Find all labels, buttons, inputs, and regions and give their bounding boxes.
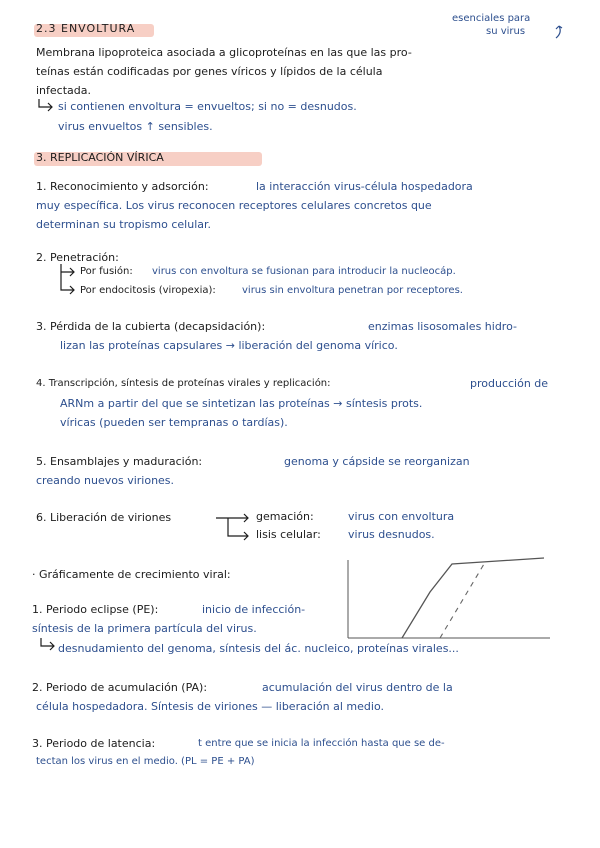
step-6-head: 6. Liberación de viriones <box>36 511 172 524</box>
step-4-head: 4. Transcripción, síntesis de proteínas virales y replicación: <box>36 378 331 389</box>
bracket-arrow-icon <box>38 637 58 653</box>
envoltura-bullet-2: virus envueltos ↑ sensibles. <box>58 120 213 133</box>
step-4-line: víricas (pueden ser tempranas o tardías). <box>60 416 288 429</box>
envoltura-bullet-1: si contienen envoltura = envueltos; si no = desnudos. <box>58 100 357 113</box>
step-4-line: producción de <box>470 377 549 390</box>
section-title-replicacion: 3. REPLICACIÓN VÍRICA <box>36 151 164 164</box>
step-5-line: genoma y cápside se reorganizan <box>284 455 470 468</box>
body-line: teínas están codificadas por genes víricos y lípidos de la célula <box>36 65 383 78</box>
acumulacion-line: acumulación del virus dentro de la <box>262 681 453 694</box>
eclipse-line: desnudamiento del genoma, síntesis del ác. nucleico, proteínas virales... <box>58 642 459 655</box>
side-note-line-2: su virus <box>486 26 526 37</box>
body-line: Membrana lipoproteica asociada a glicoproteínas en las que las pro- <box>36 46 412 59</box>
step-3-line: enzimas lisosomales hidro- <box>368 320 517 333</box>
release-lisis-text: virus desnudos. <box>348 528 435 541</box>
step-2-head: 2. Penetración: <box>36 251 119 264</box>
eclipse-line: síntesis de la primera partícula del virus. <box>32 622 257 635</box>
release-lisis-label: lisis celular: <box>256 528 321 541</box>
acumulacion-head: 2. Periodo de acumulación (PA): <box>32 681 208 694</box>
penetration-endocitosis-text: virus sin envoltura penetran por receptores. <box>242 285 463 296</box>
penetration-endocitosis-label: Por endocitosis (viropexia): <box>80 285 216 296</box>
step-3-head: 3. Pérdida de la cubierta (decapsidación): <box>36 320 266 333</box>
curved-arrow-icon <box>552 24 566 40</box>
latencia-head: 3. Periodo de latencia: <box>32 737 156 750</box>
step-5-head: 5. Ensamblajes y maduración: <box>36 455 203 468</box>
branch-arrow-icon <box>214 510 254 544</box>
step-4-line: ARNm a partir del que se sintetizan las proteínas → síntesis prots. <box>60 397 423 410</box>
penetration-fusion-label: Por fusión: <box>80 266 133 277</box>
section-title-envoltura: 2.3 ENVOLTURA <box>36 22 136 35</box>
step-3-line: lizan las proteínas capsulares → liberación del genoma vírico. <box>60 339 398 352</box>
eclipse-line: inicio de infección- <box>202 603 306 616</box>
acumulacion-line: célula hospedadora. Síntesis de viriones — liberación al medio. <box>36 700 384 713</box>
growth-title: · Gráficamente de crecimiento viral: <box>32 568 231 581</box>
step-1-head: 1. Reconocimiento y adsorción: <box>36 180 209 193</box>
bracket-arrow-icon <box>36 97 56 135</box>
penetration-fusion-text: virus con envoltura se fusionan para introducir la nucleocáp. <box>152 266 456 277</box>
step-1-line: la interacción virus-célula hospedadora <box>256 180 473 193</box>
release-gemacion-label: gemación: <box>256 510 314 523</box>
latencia-line: t entre que se inicia la infección hasta que se de- <box>198 738 445 749</box>
eclipse-head: 1. Periodo eclipse (PE): <box>32 603 159 616</box>
viral-growth-curve <box>344 552 554 642</box>
step-1-line: determinan su tropismo celular. <box>36 218 211 231</box>
step-1-line: muy específica. Los virus reconocen receptores celulares concretos que <box>36 199 432 212</box>
step-5-line: creando nuevos viriones. <box>36 474 175 487</box>
side-note-line-1: esenciales para <box>452 13 531 24</box>
body-line: infectada. <box>36 84 91 97</box>
release-gemacion-text: virus con envoltura <box>348 510 455 523</box>
latencia-line: tectan los virus en el medio. (PL = PE + PA) <box>36 756 255 767</box>
bracket-arrow-icon <box>58 262 80 302</box>
